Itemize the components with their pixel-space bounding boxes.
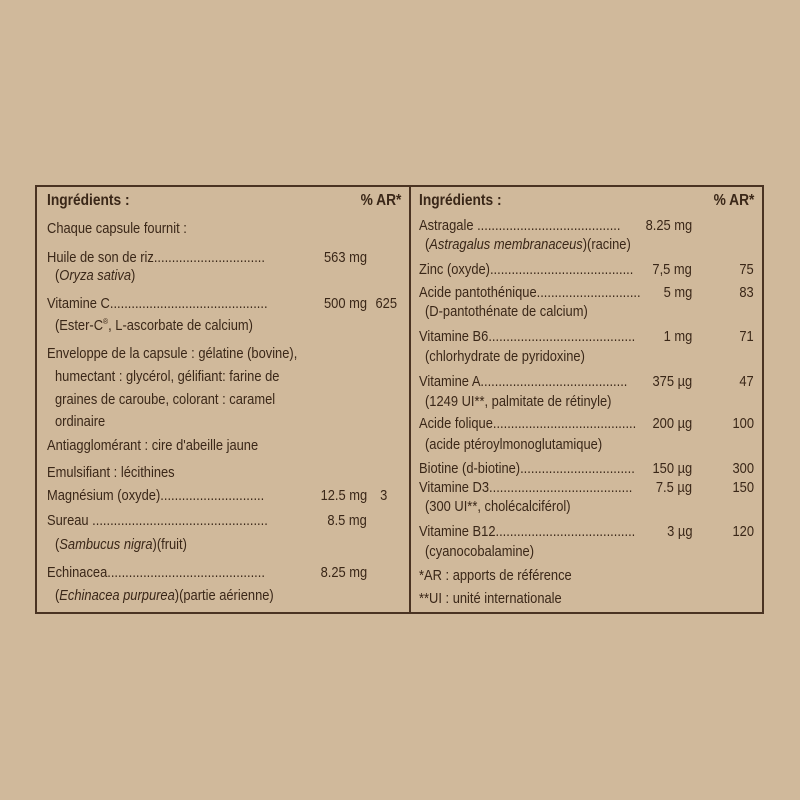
right-row-d3-sub: (300 UI**, cholécalciférol) [425,498,571,515]
right-row-astragale-sub: (Astragalus membranaceus)(racine) [425,236,631,253]
right-row-astragale: Astragale ........................................ [419,217,621,234]
left-capsule-line1: Enveloppe de la capsule : gélatine (bovine), [47,345,298,362]
left-row-sureau-sub: (Sambucus nigra)(fruit) [55,536,187,553]
left-row-echinacea: Echinacea............................................ [47,564,265,581]
right-row-astragale-amount: 8.25 mg [645,217,692,234]
left-capsule-line4: ordinaire [55,413,106,430]
right-row-zinc-amount: 7,5 mg [652,261,692,278]
right-row-biotin-pct: 300 [732,460,754,477]
right-row-vita-pct: 47 [739,373,754,390]
left-header-ingredients: Ingrédients : [47,192,130,209]
left-row-echinacea-amount: 8.25 mg [320,564,367,581]
left-anticaking: Antiagglomérant : cire d'abeille jaune [47,437,259,454]
left-capsule-line2: humectant : glycérol, gélifiant: farine de [55,368,280,385]
right-header-ingredients: Ingrédients : [419,192,502,209]
left-row-vitc-sub: (Ester-C®, L-ascorbate de calcium) [55,317,253,334]
left-row-rice-oil: Huile de son de riz............................... [47,249,265,266]
right-row-b6-sub: (chlorhydrate de pyridoxine) [425,348,585,365]
footnote-ar: *AR : apports de référence [419,567,572,584]
right-column [409,187,766,612]
left-row-sureau: Sureau ................................................. [47,512,268,529]
right-row-vita-amount: 375 µg [652,373,692,390]
left-column [37,187,409,612]
left-row-magnesium-pct: 3 [379,487,387,504]
left-row-magnesium-amount: 12.5 mg [320,487,367,504]
right-row-vita: Vitamine A......................................... [419,373,628,390]
right-row-d3-amount: 7.5 µg [655,479,692,496]
right-row-b6: Vitamine B6......................................... [419,328,636,345]
left-row-vitc-amount: 500 mg [323,295,367,312]
right-row-panto: Acide pantothénique............................. [419,284,641,301]
right-row-b12: Vitamine B12....................................... [419,523,636,540]
right-row-biotin-amount: 150 µg [652,460,692,477]
right-row-zinc: Zinc (oxyde)........................................ [419,261,634,278]
left-row-rice-oil-amount: 563 mg [323,249,367,266]
right-row-d3: Vitamine D3........................................ [419,479,633,496]
right-row-b6-pct: 71 [739,328,754,345]
ingredients-panel [35,185,764,614]
right-row-vita-sub: (1249 UI**, palmitate de rétinyle) [425,393,612,410]
left-row-sureau-amount: 8.5 mg [327,512,367,529]
left-row-vitc-pct: 625 [375,295,397,312]
left-emulsifier: Emulsifiant : lécithines [47,464,175,481]
right-row-b12-amount: 3 µg [666,523,692,540]
left-capsule-line3: graines de caroube, colorant : caramel [55,391,276,408]
right-row-d3-pct: 150 [732,479,754,496]
right-row-folic: Acide folique........................................ [419,415,637,432]
footnote-ui: **UI : unité internationale [419,590,562,607]
left-row-vitc: Vitamine C............................................ [47,295,268,312]
left-intro: Chaque capsule fournit : [47,220,187,237]
right-header-pct: % AR* [713,192,754,209]
right-row-biotin: Biotine (d-biotine)................................ [419,460,635,477]
right-row-folic-sub: (acide ptéroylmonoglutamique) [425,436,603,453]
right-row-b12-sub: (cyanocobalamine) [425,543,534,560]
right-row-zinc-pct: 75 [739,261,754,278]
right-row-folic-amount: 200 µg [652,415,692,432]
right-row-b12-pct: 120 [732,523,754,540]
right-row-b6-amount: 1 mg [663,328,692,345]
right-row-panto-amount: 5 mg [663,284,692,301]
right-row-panto-sub: (D-pantothénate de calcium) [425,303,588,320]
left-header-pct: % AR* [360,192,401,209]
left-row-magnesium: Magnésium (oxyde)............................. [47,487,265,504]
left-row-rice-oil-sub: (Oryza sativa) [55,267,136,284]
right-row-folic-pct: 100 [732,415,754,432]
right-row-panto-pct: 83 [739,284,754,301]
left-row-echinacea-sub: (Echinacea purpurea)(partie aérienne) [55,587,274,604]
